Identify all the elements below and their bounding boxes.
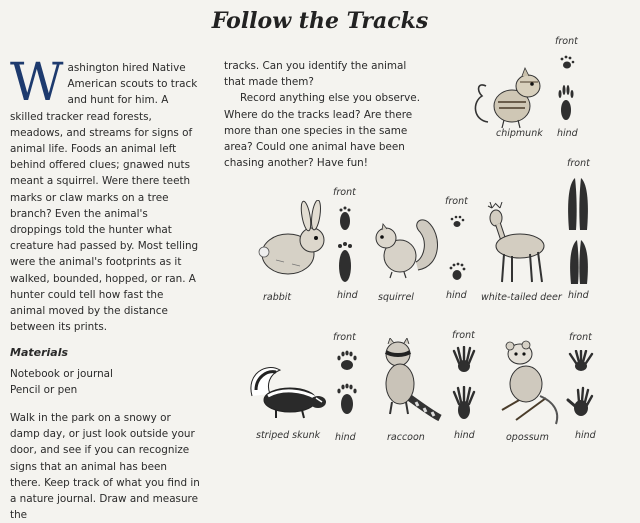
deer-illustration — [474, 202, 554, 286]
intro-text: ashington hired Native American scouts to track and hunt for him. A skilled tracker read forests, meadows, and streams for signs of animal life. Foods an animal left behind offered clues; gnawed nuts meant a squirrel. Were there teeth marks or claw marks on a tree branch? Even the animal's droppings told the hunter what creature had passed by. Most telling were the animal's footprints as it walked, bounded, hopped, or ran. A hunter could tell how fast the animal moved by the distance between its prints. — [10, 62, 199, 334]
middle-paragraph-2: Record anything else you observe. Where do the tracks lead? Are there more than one species in the same area? Could one animal have been chasing another? Have fun! — [224, 92, 420, 170]
animal-label-chipmunk: chipmunk — [496, 128, 543, 139]
raccoon-hind-track — [452, 386, 476, 420]
middle-paragraph-1: tracks. Can you identify the animal that made them? — [224, 60, 407, 89]
hind-label: hind — [557, 128, 578, 139]
front-label: front — [569, 332, 592, 343]
hind-label: hind — [454, 430, 475, 441]
front-label: front — [452, 330, 475, 341]
hind-label: hind — [335, 432, 356, 443]
activity-paragraph: Walk in the park on a snowy or damp day, or just look outside your door, and see if you can recognize signs that an animal has been there. Keep track of what you find in a nature journal. Draw and measure the — [10, 412, 200, 522]
front-label: front — [567, 158, 590, 169]
materials-item: Notebook or journal — [10, 367, 113, 380]
animal-label-skunk: striped skunk — [256, 430, 321, 441]
chipmunk-hind-track — [556, 82, 576, 124]
left-column — [10, 53, 200, 523]
drop-cap: W — [10, 53, 64, 113]
animal-label-opossum: opossum — [506, 432, 549, 443]
middle-column — [224, 58, 424, 171]
rabbit-illustration — [256, 200, 336, 280]
rabbit-hind-track — [336, 240, 354, 284]
materials-item: Pencil or pen — [10, 383, 78, 396]
raccoon-front-track — [452, 346, 476, 376]
chipmunk-front-track — [558, 54, 576, 72]
front-label: front — [333, 187, 356, 198]
skunk-illustration — [246, 360, 330, 422]
hind-label: hind — [446, 290, 467, 301]
animal-label-rabbit: rabbit — [263, 292, 292, 303]
deer-hind-track — [568, 238, 590, 286]
rabbit-front-track — [338, 206, 352, 232]
page-title: Follow the Tracks — [211, 8, 429, 34]
squirrel-hind-track — [448, 262, 466, 282]
squirrel-front-track — [449, 214, 465, 230]
front-label: front — [333, 332, 356, 343]
skunk-front-track — [336, 350, 358, 372]
hind-label: hind — [575, 430, 596, 441]
chipmunk-illustration — [468, 52, 552, 140]
hind-label: hind — [337, 290, 358, 301]
raccoon-illustration — [374, 338, 444, 424]
animal-label-squirrel: squirrel — [378, 292, 414, 303]
animal-label-raccoon: raccoon — [387, 432, 425, 443]
squirrel-illustration — [368, 214, 444, 280]
front-label: front — [555, 36, 578, 47]
animal-label-deer: white-tailed deer — [481, 292, 562, 303]
deer-front-track — [566, 176, 590, 232]
intro-paragraph — [10, 53, 200, 335]
opossum-hind-track — [566, 386, 594, 420]
front-label: front — [445, 196, 468, 207]
hind-label: hind — [568, 290, 589, 301]
materials-heading: Materials — [10, 346, 69, 360]
opossum-illustration — [496, 340, 566, 426]
skunk-hind-track — [336, 382, 358, 416]
opossum-front-track — [568, 350, 594, 374]
